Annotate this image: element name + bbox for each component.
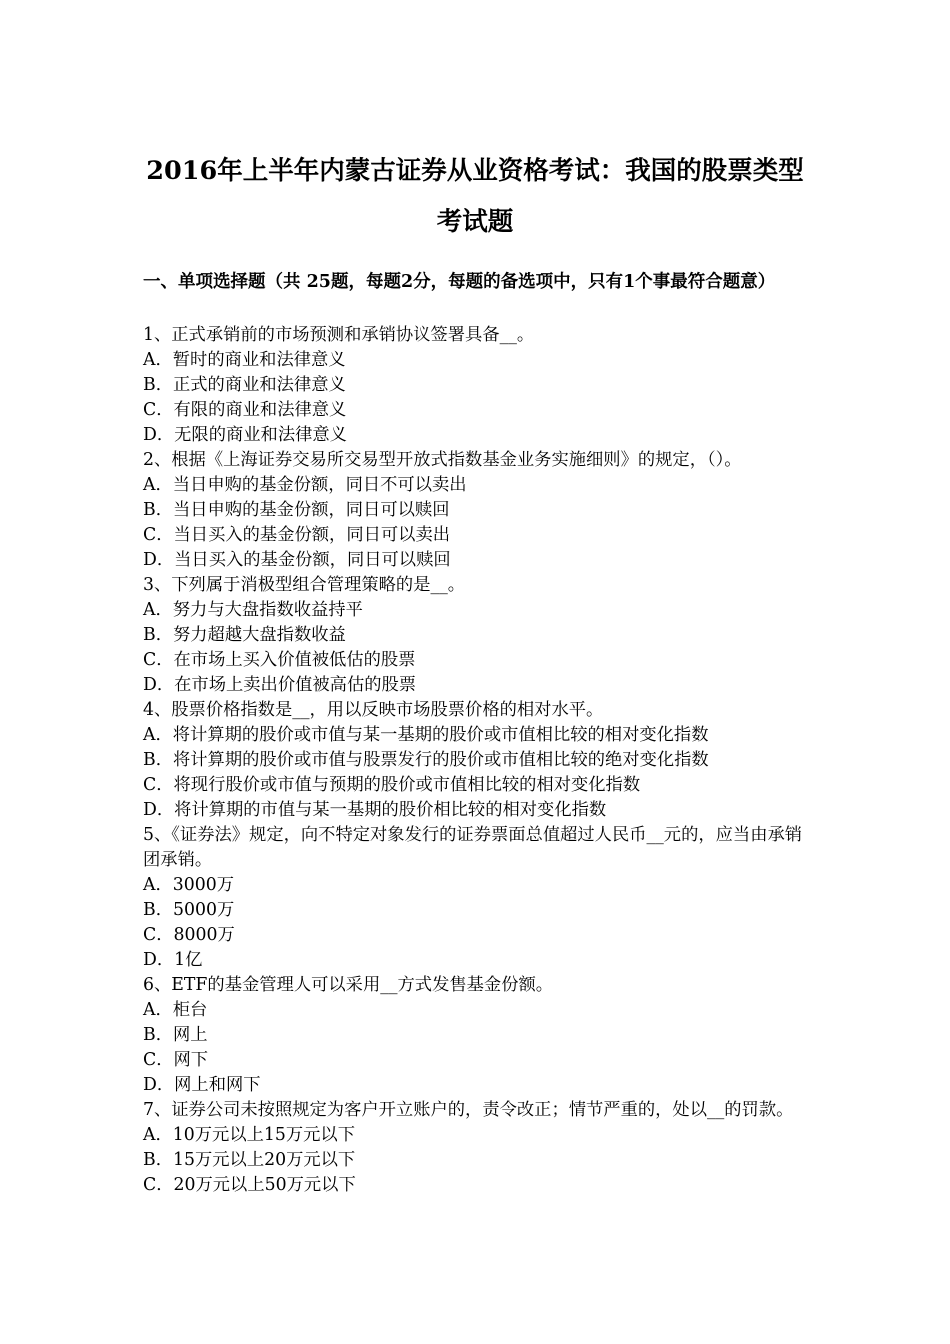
answer-option: A．努力与大盘指数收益持平 <box>143 600 363 620</box>
answer-option: B．将计算期的股价或市值与股票发行的股价或市值相比较的绝对变化指数 <box>143 750 709 770</box>
question-stem: 5、《证券法》规定，向不特定对象发行的证券票面总值超过人民币__元的，应当由承销团承销。 <box>143 825 803 870</box>
answer-option: D．将计算期的市值与某一基期的股价相比较的相对变化指数 <box>143 800 607 820</box>
question-stem: 4、股票价格指数是__，用以反映市场股票价格的相对水平。 <box>143 700 604 720</box>
answer-option: B．15万元以上20万元以下 <box>143 1150 356 1170</box>
answer-option: D．1亿 <box>143 950 203 970</box>
title-line-1: 2016年上半年内蒙古证券从业资格考试：我国的股票类型 <box>146 156 804 186</box>
document-title <box>120 146 830 248</box>
answer-option: D．当日买入的基金份额，同日可以赎回 <box>143 550 451 570</box>
question-list <box>143 323 815 1198</box>
answer-option: C．网下 <box>143 1050 209 1070</box>
answer-option: C．有限的商业和法律意义 <box>143 400 347 420</box>
answer-option: D．无限的商业和法律意义 <box>143 425 347 445</box>
question-stem: 7、证券公司未按照规定为客户开立账户的，责令改正；情节严重的，处以__的罚款。 <box>143 1100 794 1120</box>
question-stem: 1、正式承销前的市场预测和承销协议签署具备__。 <box>143 325 535 345</box>
question-stem: 2、根据《上海证券交易所交易型开放式指数基金业务实施细则》的规定，（）。 <box>143 450 742 470</box>
answer-option: C．将现行股价或市值与预期的股价或市值相比较的相对变化指数 <box>143 775 641 795</box>
title-line-2: 考试题 <box>436 207 514 237</box>
answer-option: A．暂时的商业和法律意义 <box>143 350 346 370</box>
answer-option: B．当日申购的基金份额，同日可以赎回 <box>143 500 450 520</box>
answer-option: B．5000万 <box>143 900 235 920</box>
section-heading: 一、单项选择题（共 25题，每题2分，每题的备选项中，只有1个事最符合题意） <box>143 272 776 292</box>
answer-option: B．正式的商业和法律意义 <box>143 375 346 395</box>
answer-option: C．在市场上买入价值被低估的股票 <box>143 650 416 670</box>
answer-option: B．网上 <box>143 1025 208 1045</box>
answer-option: A．10万元以上15万元以下 <box>143 1125 355 1145</box>
answer-option: C．8000万 <box>143 925 235 945</box>
answer-option: A．当日申购的基金份额，同日不可以卖出 <box>143 475 467 495</box>
answer-option: A．柜台 <box>143 1000 208 1020</box>
answer-option: D．网上和网下 <box>143 1075 261 1095</box>
answer-option: D．在市场上卖出价值被高估的股票 <box>143 675 417 695</box>
question-stem: 6、ETF的基金管理人可以采用__方式发售基金份额。 <box>143 975 554 995</box>
answer-option: A．3000万 <box>143 875 235 895</box>
answer-option: C．当日买入的基金份额，同日可以卖出 <box>143 525 451 545</box>
answer-option: A．将计算期的股价或市值与某一基期的股价或市值相比较的相对变化指数 <box>143 725 709 745</box>
answer-option: B．努力超越大盘指数收益 <box>143 625 346 645</box>
question-stem: 3、下列属于消极型组合管理策略的是__。 <box>143 575 466 595</box>
answer-option: C．20万元以上50万元以下 <box>143 1175 356 1195</box>
